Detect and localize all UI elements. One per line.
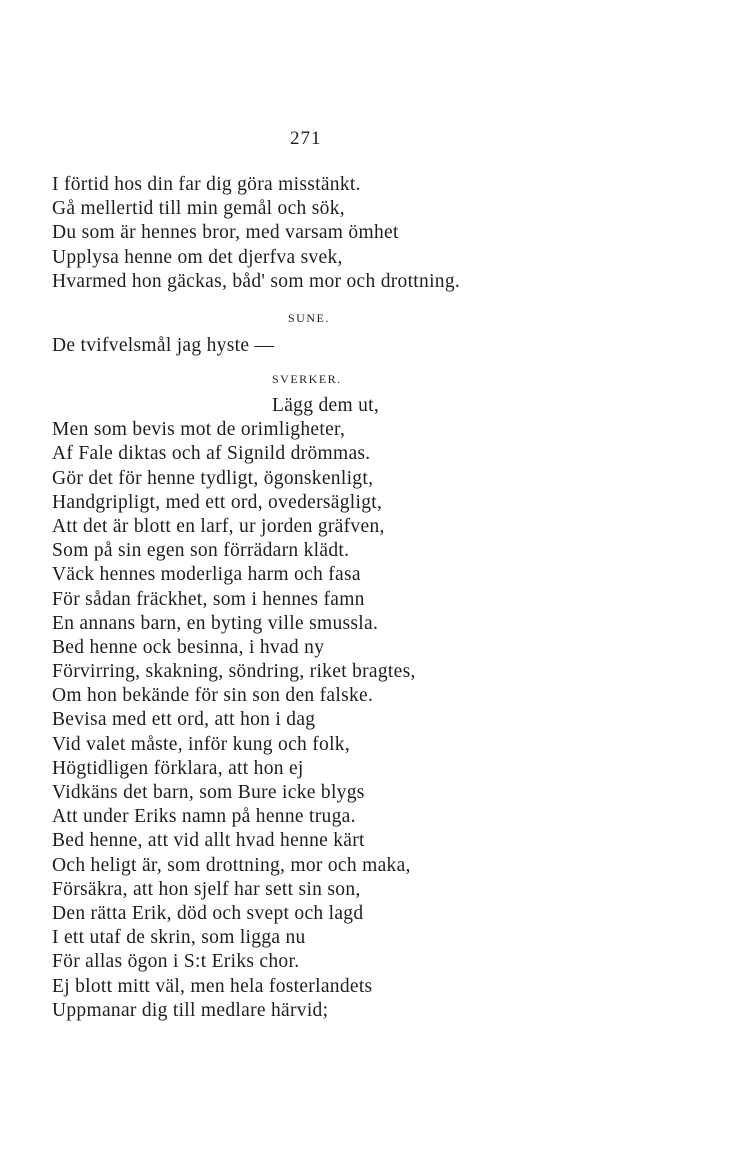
verse-block-1: [52, 173, 460, 294]
verse-line: Vid valet måste, inför kung och folk,: [52, 733, 351, 755]
page-number: 271: [290, 128, 322, 149]
verse-line: Försäkra, att hon sjelf har sett sin son,: [52, 878, 361, 900]
verse-line: I förtid hos din far dig göra misstänkt.: [52, 174, 361, 195]
verse-line: För sådan fräckhet, som i hennes famn: [52, 588, 365, 610]
verse-line: Högtidligen förklara, att hon ej: [52, 757, 304, 779]
verse-line: Af Fale diktas och af Signild drömmas.: [52, 443, 371, 465]
verse-line: En annans barn, en byting ville smussla.: [52, 612, 379, 634]
speaker-name-sverker: SVERKER.: [272, 372, 342, 386]
verse-line: Bed henne, att vid allt hvad henne kärt: [52, 830, 365, 852]
verse-line: Du som är hennes bror, med varsam ömhet: [52, 222, 399, 244]
verse-line: För allas ögon i S:t Eriks chor.: [52, 951, 300, 973]
verse-line: Men som bevis mot de orimligheter,: [52, 419, 346, 441]
verse-line: Om hon bekände för sin son den falske.: [52, 685, 374, 707]
verse-line: I ett utaf de skrin, som ligga nu: [52, 927, 306, 949]
verse-line: Gör det för henne tydligt, ögonskenligt,: [52, 467, 374, 489]
verse-line: Att det är blott en larf, ur jorden gräfven,: [52, 515, 385, 537]
verse-block-2: [52, 334, 274, 358]
verse-line: Handgripligt, med ett ord, ovedersägligt,: [52, 491, 383, 513]
verse-line: Väck hennes moderliga harm och fasa: [52, 564, 361, 586]
verse-line: Upplysa henne om det djerfva svek,: [52, 246, 343, 268]
verse-line: Bevisa med ett ord, att hon i dag: [52, 709, 316, 731]
speaker-name-sune: SUNE.: [288, 311, 330, 325]
verse-line: Att under Eriks namn på henne truga.: [52, 806, 356, 828]
verse-line: Bed henne ock besinna, i hvad ny: [52, 636, 325, 658]
verse-line: Hvarmed hon gäckas, båd' som mor och drottning.: [52, 270, 461, 292]
verse-line: Den rätta Erik, död och svept och lagd: [52, 902, 364, 924]
verse-line: Vidkäns det barn, som Bure icke blygs: [52, 782, 365, 803]
verse-line: Som på sin egen son förrädarn klädt.: [52, 540, 350, 562]
verse-block-3: [52, 394, 416, 1023]
verse-line: Gå mellertid till min gemål och sök,: [52, 198, 345, 220]
verse-line: Ej blott mitt väl, men hela fosterlandets: [52, 975, 373, 997]
verse-line: Och heligt är, som drottning, mor och maka,: [52, 854, 411, 876]
verse-line: Förvirring, skakning, söndring, riket bragtes,: [52, 661, 416, 683]
verse-line: Lägg dem ut,: [272, 395, 380, 416]
verse-line: De tvifvelsmål jag hyste —: [52, 335, 275, 356]
verse-line: Uppmanar dig till medlare härvid;: [52, 999, 329, 1021]
